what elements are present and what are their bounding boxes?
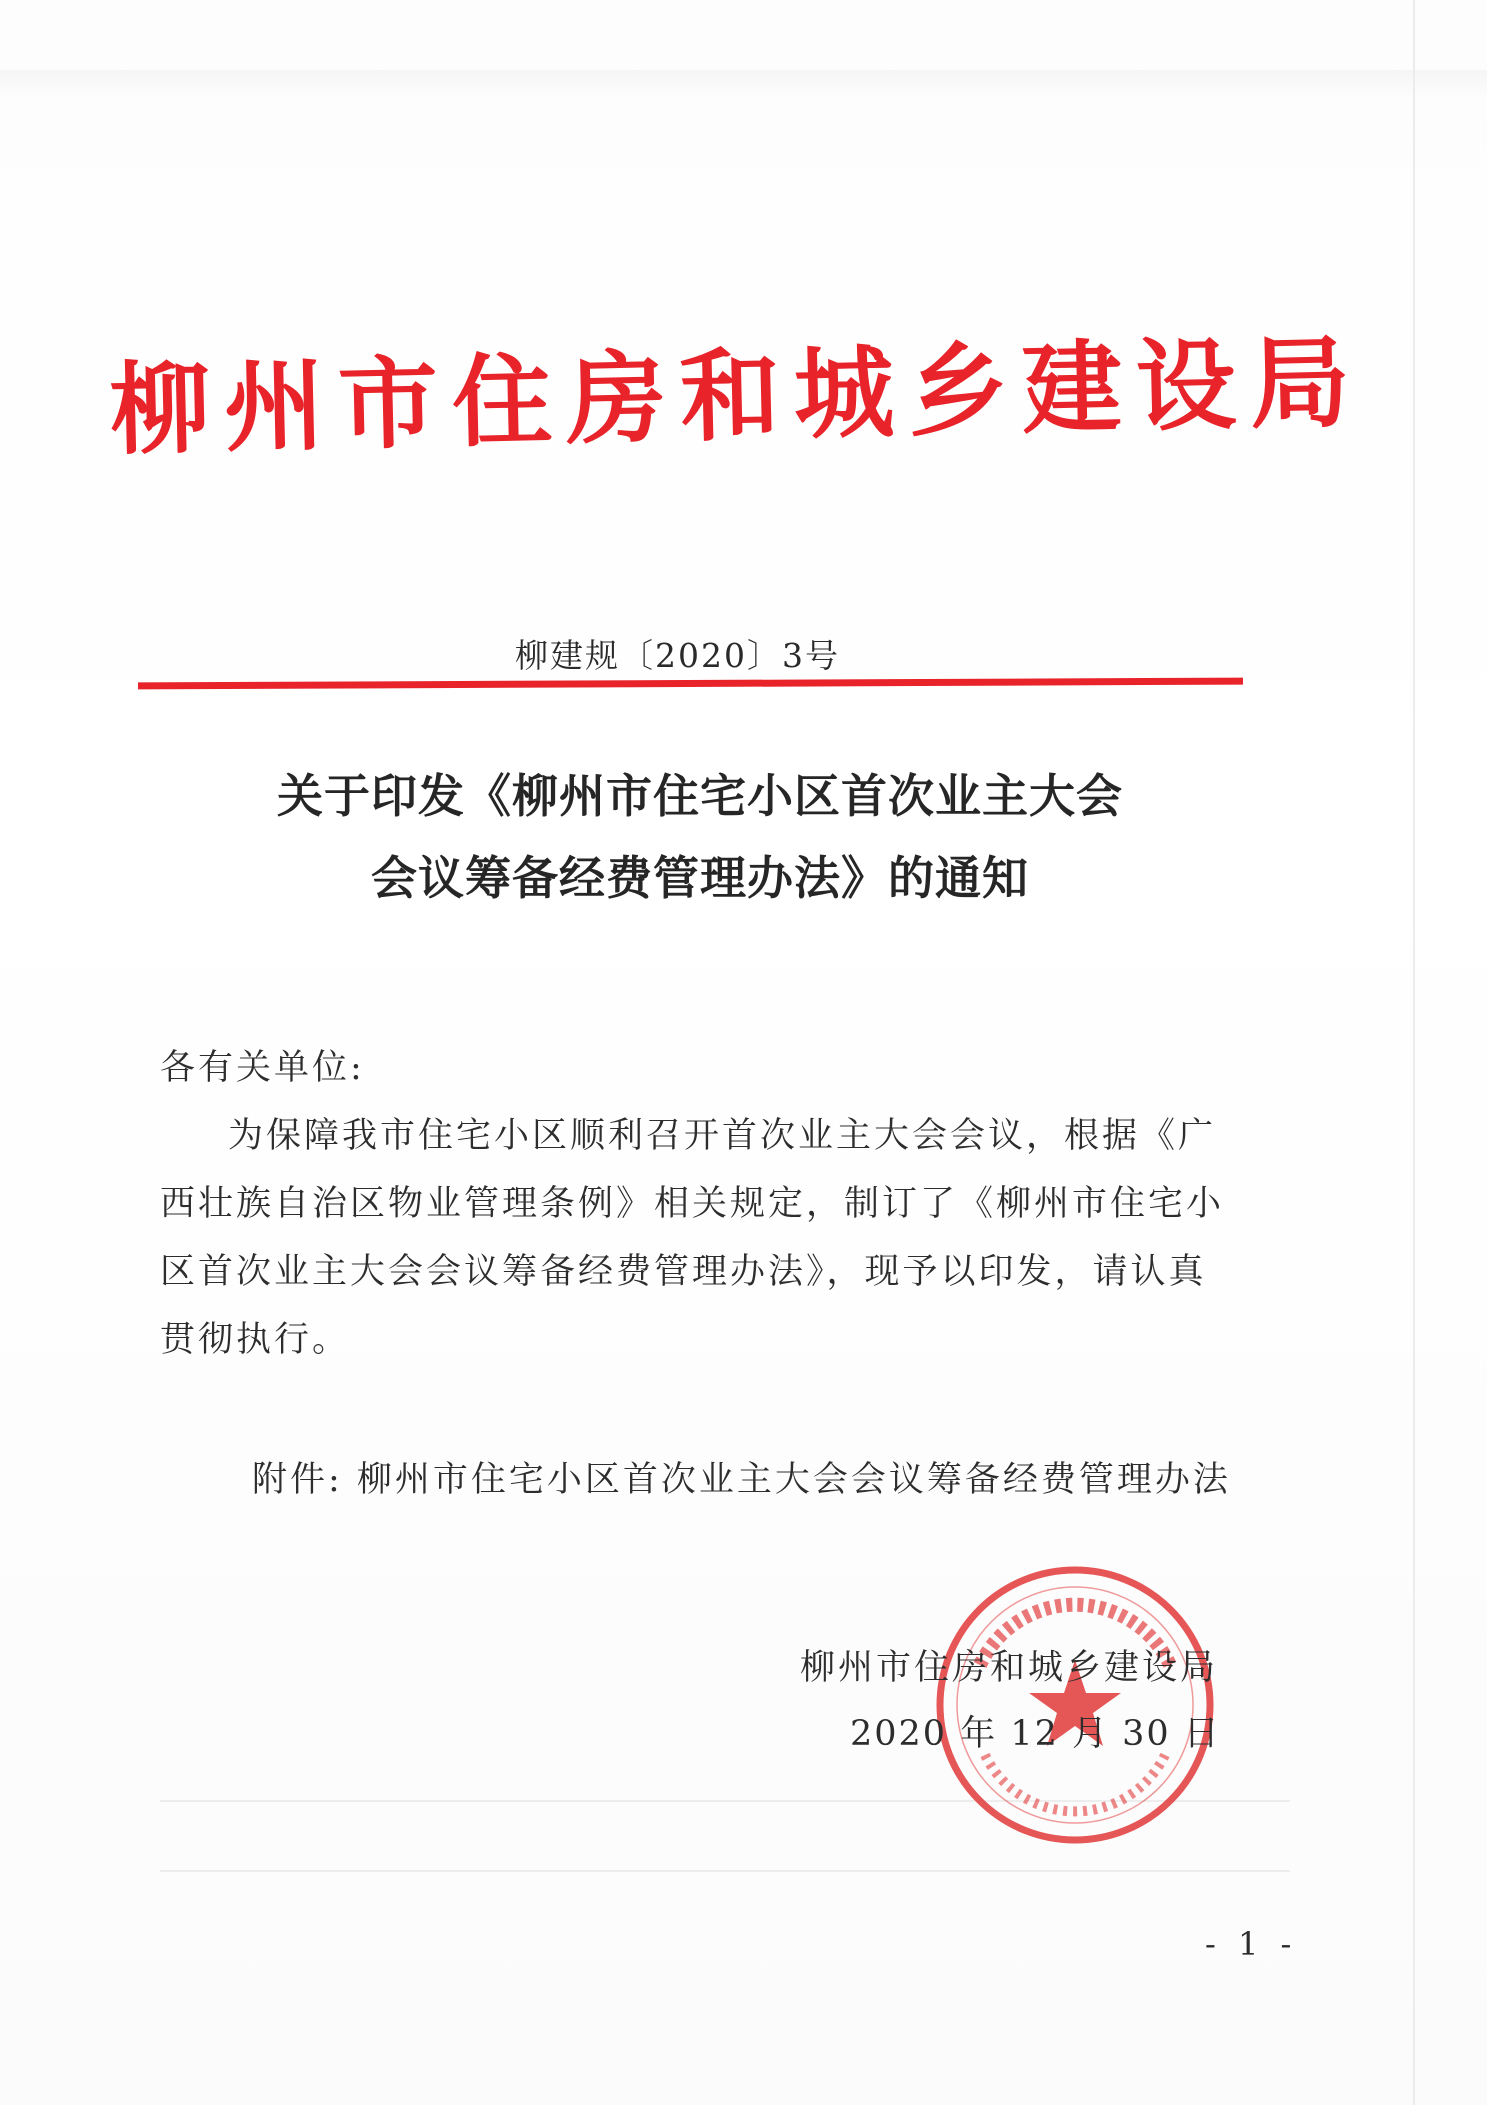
- signature-date: 2020 年 12 月 30 日: [850, 1714, 1221, 1754]
- document-number: 柳建规〔2020〕3号: [515, 636, 840, 675]
- attachment-note: 附件: 柳州市住宅小区首次业主大会会议筹备经费管理办法: [252, 1460, 1231, 1500]
- document-title-line-2: 会议筹备经费管理办法》的通知: [371, 851, 1029, 905]
- scan-shadow: [0, 70, 1487, 100]
- red-divider: [138, 678, 1243, 690]
- agency-header: 柳州市住房和城乡建设局: [108, 322, 1366, 469]
- paragraph-line-1: 为保障我市住宅小区顺利召开首次业主大会会议，根据《广: [228, 1116, 1217, 1156]
- document-title-line-1: 关于印发《柳州市住宅小区首次业主大会: [277, 769, 1123, 823]
- paragraph-line-3: 区首次业主大会会议筹备经费管理办法》，现予以印发，请认真: [160, 1252, 1207, 1292]
- bleed-through-line: [160, 1870, 1290, 1872]
- official-seal: [925, 1555, 1225, 1855]
- paragraph-line-4: 贯彻执行。: [160, 1320, 351, 1360]
- signature-organization: 柳州市住房和城乡建设局: [800, 1648, 1219, 1688]
- page-number: - 1 -: [1205, 1925, 1298, 1963]
- paragraph-line-2: 西壮族自治区物业管理条例》相关规定，制订了《柳州市住宅小: [160, 1184, 1225, 1224]
- salutation: 各有关单位:: [160, 1048, 365, 1088]
- page-edge: [1413, 0, 1415, 2105]
